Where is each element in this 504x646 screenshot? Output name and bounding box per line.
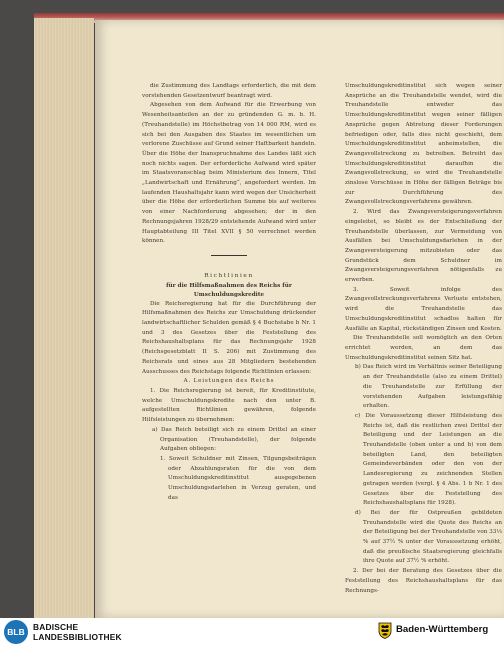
list-item: c) Die Voraussetzung dieser Hilfsleistung des Reichs ist, daß die restlichen zwei Drittel der Beteiligung und der Leistungen an die Treuhandstelle (oben unter a und b) von dem beteiligten Land, den beteiligten Gemeindeverbänden oder den von der Landesregierung zu zeichnenden Stellen getragen werden (vergl. § 4 Abs. 1 b Nr. 1 des Gesetzes über die Feststellung des Reichshaushaltsplans für 1928).: [355, 412, 502, 507]
right-text-column: [345, 82, 502, 596]
guidelines-intro: Die Reichsregierung hat für die Durchführung der Hilfsmaßnahmen des Reichs zur Umschuldung drückender landwirtschaftlicher Schulden gemäß § 4 Buchstabe b Nr. 1 und 3 des Gesetzes über die Feststellung des Reichshaushaltsplans für das Rechnungsjahr 1928 (Reichsgesetzblatt II S. 206) mit Zustimmung des Reichsrats und eines aus 28 Mitgliedern bestehenden Ausschusses des Reichstags folgende Richtlinien erlassen:: [142, 300, 316, 375]
separator-rule: [211, 255, 247, 256]
guidelines-subtitle: für die Hilfsmaßnahmen des Reichs für Umschuldungskredite: [166, 282, 292, 298]
list-item: a) Das Reich beteiligt sich zu einem Drittel an einer Organisation (Treuhandstelle), der folgende Aufgaben obliegen:: [152, 426, 316, 453]
document-page: [95, 20, 504, 618]
library-name-line1: BADISCHE: [33, 622, 79, 632]
library-name-line2: LANDESBIBLIOTHEK: [33, 632, 122, 642]
paragraph: Abgesehen von dem Aufwand für die Erwerbung von Wesenheitsanteilen an der zu gründenden G. m. b. H. (Treuhandstelle) im Höchstbetrag von 14 000 RM, wird es sich bei den Ausgaben des Staates im wesentlichen um verlorene Zuschüsse auf Grund seiner Haftbarkeit handeln. Über die Höhe der Inanspruchnahme des Landes läßt sich noch nichts sagen. Der erforderliche Aufwand wird später im Staatsvoranschlag beim Ministerium des Innern, Titel „Landwirtschaft und Ernährung“, angefordert werden. Im laufenden Haushaltsjahr kann wird wegen der Unsicherheit über die Höhe der erforderlichen Summe bis auf weiteres von einer Nachforderung abgesehen; der in den Rechnungsjahren 1928/29 entstehende Aufwand wird unter Hauptabteilung III Titel XVII § 50 verrechnet werden können.: [142, 102, 316, 245]
guidelines-title: Richtlinien: [204, 272, 254, 279]
book-page-edges: [34, 18, 94, 618]
paragraph: 1. Die Reichsregierung ist bereit, für Kreditinstitute, welche Umschuldungskredite nach den unter B. aufgestellten Richtlinien gewähren, folgende Hilfsleistungen zu übernehmen:: [142, 387, 316, 424]
paragraph: 2. Wird das Zwangsversteigerungsverfahren eingeleitet, so bleibt es der Entschließung der Treuhandstelle überlassen, zur Vermeidung von Ausfällen bei Umschuldungsdarlehen in der Zwangsversteigerung mitzubieten oder das Grundstück dem Schuldner im Zwangsversteigerungsverfahren nötigenfalls zu erwerben.: [345, 209, 502, 284]
list-item: b) Das Reich wird im Verhältnis seiner Beteiligung an der Treuhandstelle (also zu einem Drittel) die Treuhandstelle zur Erfüllung der vorstehenden Aufgaben leistungsfähig erhalten.: [355, 364, 502, 410]
paragraph: 2. Der bei der Beratung des Gesetzes über die Feststellung des Reichshaushaltsplans für das Rechnungs-: [345, 568, 502, 594]
paragraph: Umschuldungskreditinstitut sich wegen seiner Ansprüche an die Treuhandstelle wendet, wird die Treuhandstelle entweder das Umschuldungskreditinstitut wegen seiner fälligen Ansprüche gegen Abtretung dieser Forderungen befriedigen oder, falls dies nicht geschieht, dem Umschuldungskreditinstitut anheimstellen, die Zwangsvollstreckung zu betreiben. Betreibt das Umschuldungskreditinstitut daraufhin die Zwangsvollstreckung, so wird die Treuhandstelle zinslose Vorschüsse in Höhe der fälligen Beträge bis zur Durchführung des Zwangsvollstreckungsverfahrens gewähren.: [345, 83, 502, 206]
list-item: d) Bei der für Ostpreußen gebildeten Treuhandstelle wird die Quote des Reichs an der Beteiligung bei der Treuhandstelle von 33⅓ % auf 37½ % unter der Voraussetzung erhöht, daß die preußische Staatsregierung gleichfalls ihre Quote auf 37½ % erhöht.: [355, 509, 502, 565]
blb-logo-icon: [4, 620, 28, 644]
state-name: Baden-Württemberg: [396, 624, 489, 635]
paragraph: 3. Soweit infolge des Zwangsvollstreckungsverfahrens Verluste entstehen, wird die Treuhandstelle das Umschuldungskreditinstitut schadlos halten für Ausfälle an Kapital, rückständigen Zinsen und Kosten.: [345, 286, 502, 332]
paragraph: Die Treuhandstelle soll womöglich an den Orten errichtet werden, an dem das Umschuldungskreditinstitut seinen Sitz hat.: [345, 335, 502, 361]
list-item: 1. Soweit Schuldner mit Zinsen, Tilgungsbeiträgen oder Abzahlungsraten für die von dem Umschuldungskreditinstitut ausgegebenen Umschuldungsdarlehen in Verzug geraten, und das: [160, 455, 316, 501]
section-heading: A. Leistungen des Reichs: [183, 378, 275, 385]
paragraph: die Zustimmung des Landtags erforderlich, die mit dem vorstehenden Gesetzentwurf beantragt wird.: [142, 83, 316, 99]
baden-wuerttemberg-crest-icon: [378, 622, 392, 639]
library-name: [33, 622, 153, 642]
blb-badge-text: BLB: [7, 627, 25, 637]
left-text-column: [142, 82, 316, 503]
